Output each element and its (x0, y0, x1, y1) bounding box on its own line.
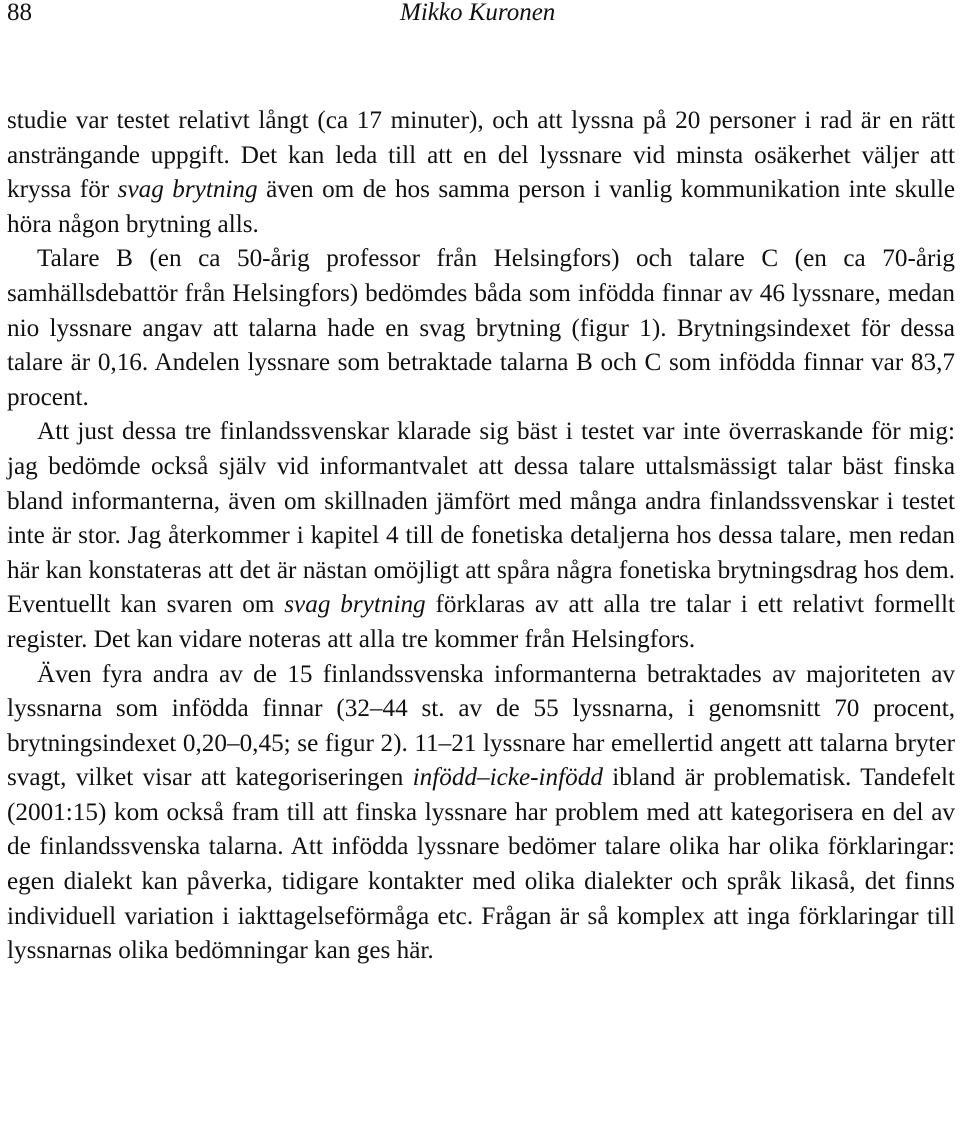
text-segment: även om de hos samma person i vanlig kommunikation inte skulle höra någon brytning alls. (7, 176, 955, 238)
text-segment: Att just dessa tre finlandssvenskar klarade sig bäst i testet var inte överraskande för mig: jag bedömde också själv vid informantvalet att dessa talare uttalsmässigt talar bäst finska bland informanterna, även om skillnaden jämfört med många andra finlandssvenskar i testet inte är stor. Jag återkommer i kapitel 4 till de fonetiska detaljerna hos dessa talare, men redan här kan konstateras att det är nästan omöjligt att spåra några fonetiska brytningsdrag hos dem. Eventuellt kan svaren om (7, 418, 955, 619)
text-segment: ibland är problematisk. Tandefelt (2001:15) kom också fram till att finska lyssnare har problem med att kategorisera en del av de finlandssvenska talarna. Att infödda lyssnare bedömer talare olika har olika förklaringar: egen dialekt kan påverka, tidigare kontakter med olika dialekter och språk likaså, det finns individuell variation i iakttagelseförmåga etc. Frågan är så komplex att inga förklaringar till lyssnarnas olika bedömningar kan ges här. (7, 764, 956, 965)
text-segment: Även fyra andra av de 15 finlandssvenska informanterna betraktades av majoriteten av lyssnarna som infödda finnar (32–44 st. av de 55 lyssnarna, i genomsnitt 70 procent, brytningsindexet 0,20–0,45; se figur 2). 11–21 lyssnare har emellertid angett att talarna bryter svagt, vilket visar att kategoriseringen (7, 660, 955, 792)
paragraph-2 (7, 242, 955, 415)
italic-term: infödd–icke-infödd (412, 764, 603, 792)
paragraph-1 (7, 104, 955, 242)
text-segment: studie var testet relativt långt (ca 17 minuter), och att lyssna på 20 personer i rad är en rätt ansträngande uppgift. Det kan leda till att en del lyssnare vid minsta osäkerhet väljer att kryssa för (7, 107, 955, 204)
paragraph-3 (7, 415, 955, 657)
page-number: 88 (7, 0, 32, 26)
italic-term: svag brytning (117, 176, 258, 204)
italic-term: svag brytning (284, 591, 426, 619)
page-header (0, 0, 960, 40)
text-segment: Talare B (en ca 50-årig professor från Helsingfors) och talare C (en ca 70-årig samhällsdebattör från Helsingfors) bedömdes båda som infödda finnar av 46 lyssnare, medan nio lyssnare angav att talarna hade en svag brytning (figur 1). Brytningsindexet för dessa talare är 0,16. Andelen lyssnare som betraktade talarna B och C som infödda finnar var 83,7 procent. (7, 245, 955, 411)
paragraph-4 (7, 658, 955, 969)
body-text (7, 104, 955, 969)
running-head: Mikko Kuronen (400, 0, 556, 26)
text-segment: förklaras av att alla tre talar i ett relativt formellt register. Det kan vidare noteras att alla tre kommer från Helsingfors. (7, 591, 955, 653)
